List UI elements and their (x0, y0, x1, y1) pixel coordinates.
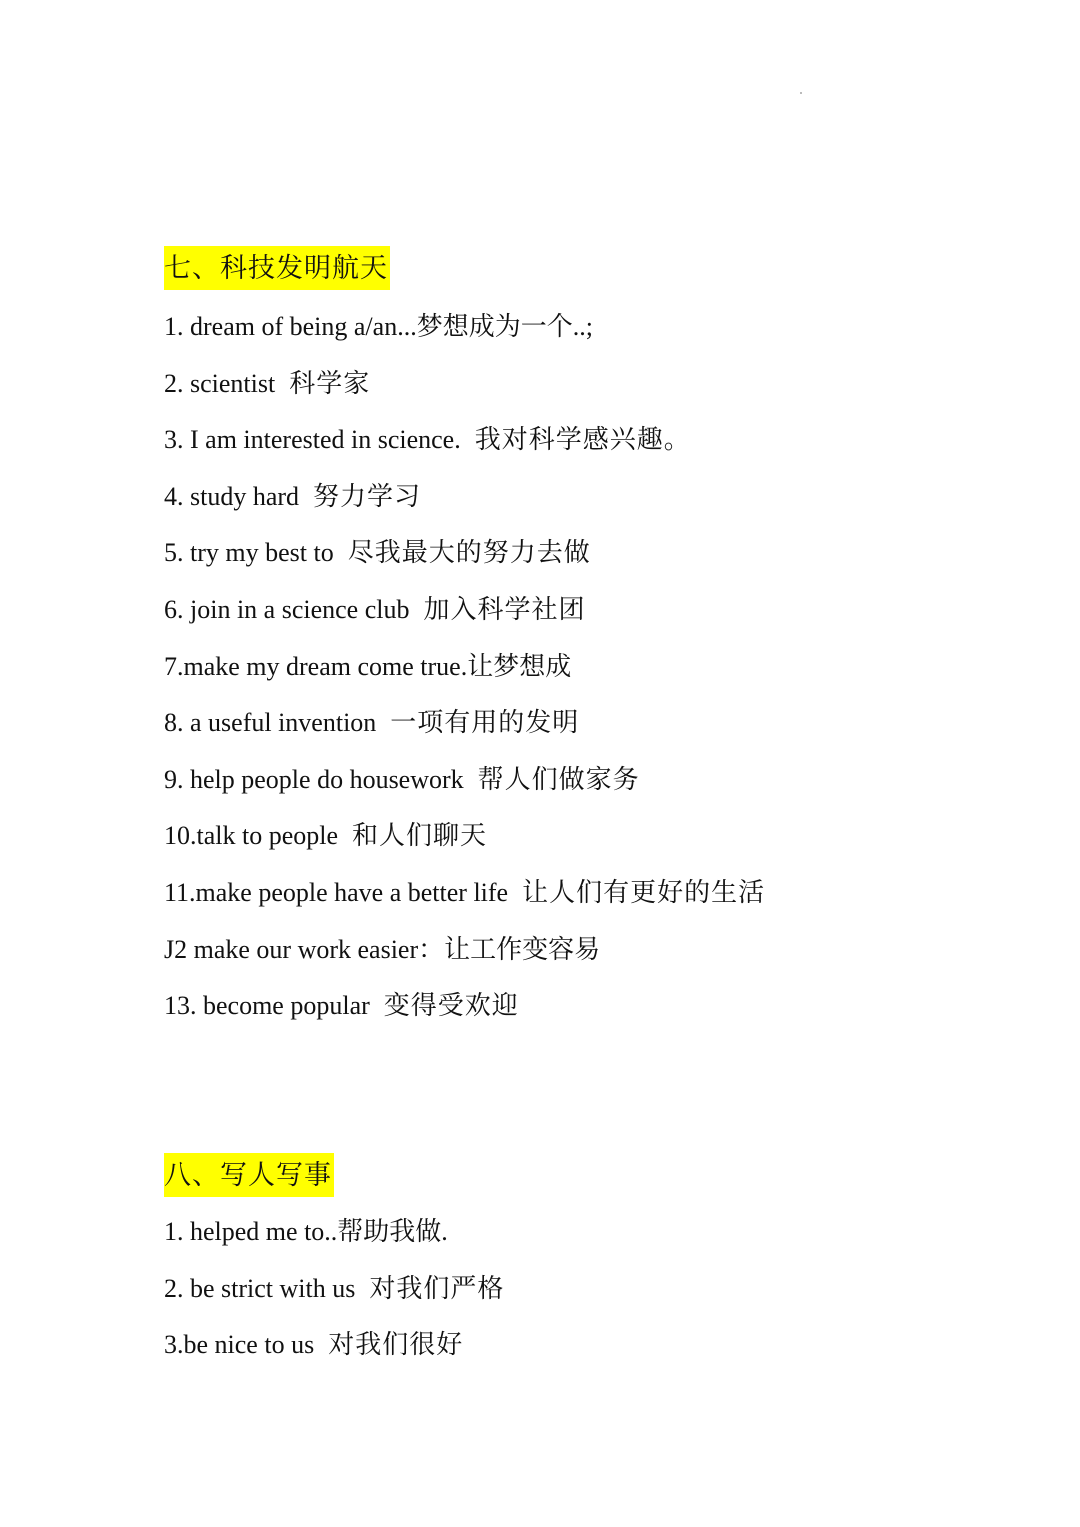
stray-mark (800, 92, 802, 94)
phrase-zh: 对我们严格 (369, 1273, 505, 1303)
phrase-list (164, 1216, 1024, 1386)
list-item (164, 764, 1024, 821)
section-heading: 七、科技发明航天 (164, 246, 390, 290)
list-item (164, 1216, 1024, 1273)
list-item (164, 1273, 1024, 1330)
phrase-en: 2. scientist (164, 368, 276, 398)
phrase-zh: 对我们很好 (328, 1330, 464, 1360)
phrase-zh: 帮人们做家务 (477, 764, 640, 794)
phrase-zh: 一项有用的发明 (390, 708, 580, 738)
phrase-en: 8. a useful invention (164, 708, 377, 738)
phrase-en: 10.talk to people (164, 821, 339, 851)
phrase-zh: 科学家 (289, 368, 371, 398)
phrase-en: 3. I am interested in science. (164, 425, 461, 455)
phrase-en: 9. help people do housework (164, 764, 464, 794)
phrase-en: 7.make my dream come true.让梦想成 (164, 651, 572, 681)
list-item (164, 651, 1024, 708)
phrase-zh: 加入科学社团 (423, 594, 586, 624)
phrase-en: J2 make our work easier：让工作变容易 (164, 934, 601, 964)
phrase-en: 2. be strict with us (164, 1273, 356, 1303)
phrase-en: 1. dream of being a/an...梦想成为一个..; (164, 312, 593, 341)
list-item (164, 594, 1024, 651)
list-item (164, 820, 1024, 877)
list-item (164, 990, 1024, 1047)
phrase-zh: 和人们聊天 (352, 821, 488, 851)
phrase-zh: 努力学习 (313, 481, 422, 511)
phrase-zh: 我对科学感兴趣。 (474, 425, 691, 455)
list-item (164, 877, 1024, 934)
list-item (164, 424, 1024, 481)
list-item (164, 311, 1024, 368)
list-item (164, 481, 1024, 538)
phrase-en: 1. helped me to..帮助我做. (164, 1217, 448, 1246)
phrase-en: 6. join in a science club (164, 594, 410, 624)
phrase-zh: 尽我最大的努力去做 (347, 538, 591, 568)
list-item (164, 1329, 1024, 1386)
phrase-zh: 变得受欢迎 (383, 991, 519, 1021)
phrase-en: 4. study hard (164, 481, 300, 511)
list-item (164, 368, 1024, 425)
phrase-list (164, 311, 1024, 1047)
section-people-events (164, 1153, 1024, 1386)
section-heading: 八、写人写事 (164, 1153, 334, 1197)
section-science-inventions (164, 246, 1024, 1047)
list-item (164, 537, 1024, 594)
phrase-en: 13. become popular (164, 991, 370, 1021)
phrase-zh: 让人们有更好的生活 (522, 877, 766, 907)
list-item (164, 934, 1024, 991)
phrase-en: 5. try my best to (164, 538, 334, 568)
phrase-en: 11.make people have a better life (164, 877, 509, 907)
list-item (164, 707, 1024, 764)
phrase-en: 3.be nice to us (164, 1330, 315, 1360)
